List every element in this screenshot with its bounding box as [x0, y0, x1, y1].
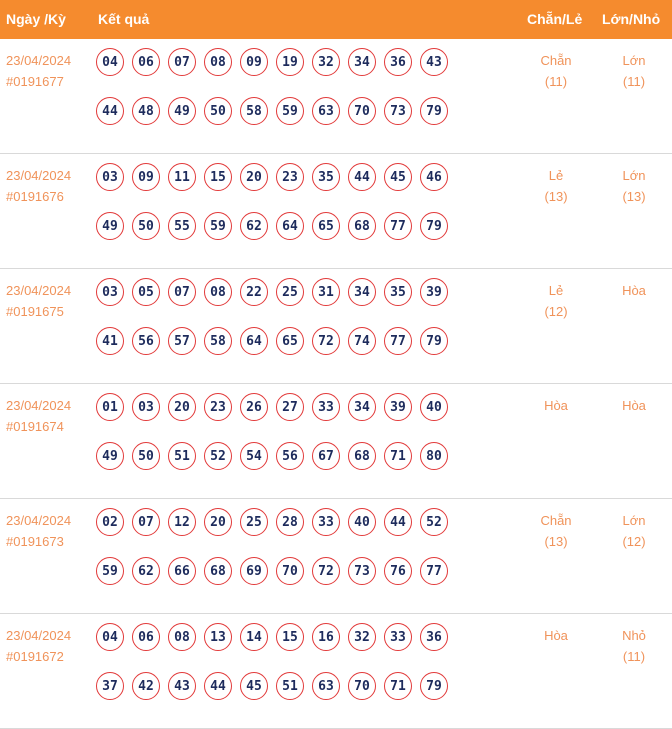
draw-date-cell	[6, 50, 71, 92]
number-ball: 33	[384, 623, 412, 651]
number-ball: 68	[348, 442, 376, 470]
number-ball: 45	[240, 672, 268, 700]
number-ball: 33	[312, 508, 340, 536]
ball-line	[96, 508, 486, 539]
number-ball: 49	[168, 97, 196, 125]
number-ball: 68	[348, 212, 376, 240]
number-ball: 27	[276, 393, 304, 421]
number-ball: 25	[240, 508, 268, 536]
number-ball: 50	[132, 212, 160, 240]
number-ball: 63	[312, 97, 340, 125]
number-ball: 44	[384, 508, 412, 536]
lon-nho-cell	[606, 280, 662, 301]
lon-nho-count: (11)	[622, 649, 646, 664]
number-ball: 04	[96, 48, 124, 76]
number-ball: 39	[420, 278, 448, 306]
result-balls	[96, 278, 486, 376]
number-ball: 71	[384, 672, 412, 700]
number-ball: 46	[420, 163, 448, 191]
lon-nho-cell	[606, 50, 662, 92]
chan-le-cell	[528, 510, 584, 552]
number-ball: 56	[132, 327, 160, 355]
ball-line	[96, 672, 486, 703]
chan-le-cell	[528, 395, 584, 416]
ball-line	[96, 278, 486, 309]
number-ball: 32	[312, 48, 340, 76]
number-ball: 76	[384, 557, 412, 585]
table-row[interactable]	[0, 499, 672, 614]
chan-le-value: Hòa	[544, 628, 568, 643]
lon-nho-value: Nhỏ	[622, 628, 646, 643]
column-header-chan-le: Chẵn/Lẻ	[527, 11, 583, 27]
number-ball: 79	[420, 97, 448, 125]
number-ball: 70	[348, 97, 376, 125]
draw-id: #0191675	[6, 304, 64, 319]
number-ball: 08	[204, 48, 232, 76]
chan-le-count: (13)	[544, 189, 568, 204]
number-ball: 14	[240, 623, 268, 651]
chan-le-count: (11)	[544, 74, 568, 89]
chan-le-cell	[528, 280, 584, 322]
number-ball: 06	[132, 623, 160, 651]
draw-date-cell	[6, 395, 71, 437]
number-ball: 44	[96, 97, 124, 125]
draw-id: #0191673	[6, 534, 64, 549]
lon-nho-count: (13)	[622, 189, 646, 204]
draw-date: 23/04/2024	[6, 53, 72, 68]
chan-le-value: Chẵn	[540, 513, 572, 528]
number-ball: 51	[168, 442, 196, 470]
number-ball: 71	[384, 442, 412, 470]
number-ball: 37	[96, 672, 124, 700]
chan-le-value: Lẻ	[548, 168, 564, 183]
lon-nho-value: Hòa	[622, 398, 646, 413]
number-ball: 54	[240, 442, 268, 470]
draw-date-cell	[6, 625, 71, 667]
number-ball: 44	[348, 163, 376, 191]
number-ball: 05	[132, 278, 160, 306]
number-ball: 40	[348, 508, 376, 536]
number-ball: 35	[384, 278, 412, 306]
number-ball: 39	[384, 393, 412, 421]
number-ball: 22	[240, 278, 268, 306]
draw-date: 23/04/2024	[6, 398, 72, 413]
column-header-date: Ngày /Kỳ	[6, 11, 66, 27]
number-ball: 56	[276, 442, 304, 470]
number-ball: 07	[132, 508, 160, 536]
column-header-lon-nho: Lớn/Nhỏ	[602, 11, 661, 27]
ball-line	[96, 623, 486, 654]
lon-nho-value: Lớn	[622, 513, 646, 528]
number-ball: 31	[312, 278, 340, 306]
ball-line	[96, 393, 486, 424]
number-ball: 59	[276, 97, 304, 125]
number-ball: 55	[168, 212, 196, 240]
number-ball: 69	[240, 557, 268, 585]
draw-date: 23/04/2024	[6, 513, 72, 528]
ball-line	[96, 212, 486, 243]
draw-date-cell	[6, 280, 71, 322]
number-ball: 12	[168, 508, 196, 536]
result-balls	[96, 508, 486, 606]
number-ball: 77	[384, 327, 412, 355]
number-ball: 64	[276, 212, 304, 240]
number-ball: 67	[312, 442, 340, 470]
result-balls	[96, 163, 486, 261]
number-ball: 57	[168, 327, 196, 355]
number-ball: 62	[132, 557, 160, 585]
number-ball: 65	[276, 327, 304, 355]
lon-nho-count: (11)	[622, 74, 646, 89]
number-ball: 08	[168, 623, 196, 651]
results-table-header	[0, 0, 672, 39]
number-ball: 48	[132, 97, 160, 125]
number-ball: 72	[312, 557, 340, 585]
lon-nho-count: (12)	[622, 534, 646, 549]
number-ball: 25	[276, 278, 304, 306]
number-ball: 52	[420, 508, 448, 536]
chan-le-cell	[528, 165, 584, 207]
number-ball: 09	[240, 48, 268, 76]
number-ball: 03	[132, 393, 160, 421]
number-ball: 66	[168, 557, 196, 585]
number-ball: 19	[276, 48, 304, 76]
number-ball: 35	[312, 163, 340, 191]
number-ball: 42	[132, 672, 160, 700]
number-ball: 09	[132, 163, 160, 191]
draw-date-cell	[6, 510, 71, 552]
ball-line	[96, 163, 486, 194]
ball-line	[96, 48, 486, 79]
number-ball: 03	[96, 278, 124, 306]
number-ball: 58	[204, 327, 232, 355]
draw-id: #0191672	[6, 649, 64, 664]
lon-nho-value: Lớn	[622, 168, 646, 183]
draw-id: #0191674	[6, 419, 64, 434]
number-ball: 01	[96, 393, 124, 421]
number-ball: 34	[348, 48, 376, 76]
number-ball: 41	[96, 327, 124, 355]
number-ball: 20	[168, 393, 196, 421]
number-ball: 33	[312, 393, 340, 421]
number-ball: 73	[348, 557, 376, 585]
number-ball: 51	[276, 672, 304, 700]
number-ball: 34	[348, 393, 376, 421]
number-ball: 32	[348, 623, 376, 651]
draw-date: 23/04/2024	[6, 168, 72, 183]
result-balls	[96, 48, 486, 146]
lon-nho-cell	[606, 510, 662, 552]
number-ball: 49	[96, 212, 124, 240]
number-ball: 34	[348, 278, 376, 306]
number-ball: 28	[276, 508, 304, 536]
ball-line	[96, 557, 486, 588]
number-ball: 77	[384, 212, 412, 240]
number-ball: 36	[384, 48, 412, 76]
table-row[interactable]	[0, 614, 672, 729]
draw-date: 23/04/2024	[6, 283, 72, 298]
number-ball: 59	[96, 557, 124, 585]
number-ball: 79	[420, 212, 448, 240]
number-ball: 26	[240, 393, 268, 421]
number-ball: 79	[420, 672, 448, 700]
number-ball: 20	[204, 508, 232, 536]
chan-le-cell	[528, 625, 584, 646]
number-ball: 49	[96, 442, 124, 470]
result-balls	[96, 623, 486, 721]
number-ball: 59	[204, 212, 232, 240]
draw-date-cell	[6, 165, 71, 207]
number-ball: 03	[96, 163, 124, 191]
number-ball: 52	[204, 442, 232, 470]
number-ball: 43	[420, 48, 448, 76]
number-ball: 08	[204, 278, 232, 306]
draw-id: #0191677	[6, 74, 64, 89]
number-ball: 45	[384, 163, 412, 191]
number-ball: 50	[204, 97, 232, 125]
number-ball: 72	[312, 327, 340, 355]
draw-id: #0191676	[6, 189, 64, 204]
table-row[interactable]	[0, 269, 672, 384]
number-ball: 68	[204, 557, 232, 585]
results-table-body	[0, 39, 672, 729]
table-row[interactable]	[0, 39, 672, 154]
number-ball: 15	[204, 163, 232, 191]
number-ball: 11	[168, 163, 196, 191]
lon-nho-value: Hòa	[622, 283, 646, 298]
column-header-result: Kết quả	[98, 11, 150, 27]
chan-le-value: Lẻ	[548, 283, 564, 298]
number-ball: 07	[168, 278, 196, 306]
number-ball: 40	[420, 393, 448, 421]
chan-le-value: Hòa	[544, 398, 568, 413]
ball-line	[96, 97, 486, 128]
number-ball: 64	[240, 327, 268, 355]
lon-nho-cell	[606, 395, 662, 416]
number-ball: 06	[132, 48, 160, 76]
number-ball: 63	[312, 672, 340, 700]
number-ball: 70	[276, 557, 304, 585]
number-ball: 50	[132, 442, 160, 470]
chan-le-cell	[528, 50, 584, 92]
number-ball: 36	[420, 623, 448, 651]
chan-le-count: (13)	[544, 534, 568, 549]
result-balls	[96, 393, 486, 491]
number-ball: 23	[204, 393, 232, 421]
number-ball: 74	[348, 327, 376, 355]
number-ball: 58	[240, 97, 268, 125]
number-ball: 04	[96, 623, 124, 651]
lon-nho-cell	[606, 165, 662, 207]
number-ball: 07	[168, 48, 196, 76]
number-ball: 13	[204, 623, 232, 651]
draw-date: 23/04/2024	[6, 628, 72, 643]
number-ball: 77	[420, 557, 448, 585]
number-ball: 73	[384, 97, 412, 125]
number-ball: 62	[240, 212, 268, 240]
ball-line	[96, 442, 486, 473]
chan-le-count: (12)	[544, 304, 568, 319]
number-ball: 43	[168, 672, 196, 700]
number-ball: 16	[312, 623, 340, 651]
number-ball: 80	[420, 442, 448, 470]
number-ball: 20	[240, 163, 268, 191]
number-ball: 79	[420, 327, 448, 355]
lon-nho-cell	[606, 625, 662, 667]
number-ball: 15	[276, 623, 304, 651]
table-row[interactable]	[0, 154, 672, 269]
number-ball: 23	[276, 163, 304, 191]
ball-line	[96, 327, 486, 358]
lon-nho-value: Lớn	[622, 53, 646, 68]
chan-le-value: Chẵn	[540, 53, 572, 68]
number-ball: 02	[96, 508, 124, 536]
number-ball: 65	[312, 212, 340, 240]
table-row[interactable]	[0, 384, 672, 499]
number-ball: 70	[348, 672, 376, 700]
number-ball: 44	[204, 672, 232, 700]
